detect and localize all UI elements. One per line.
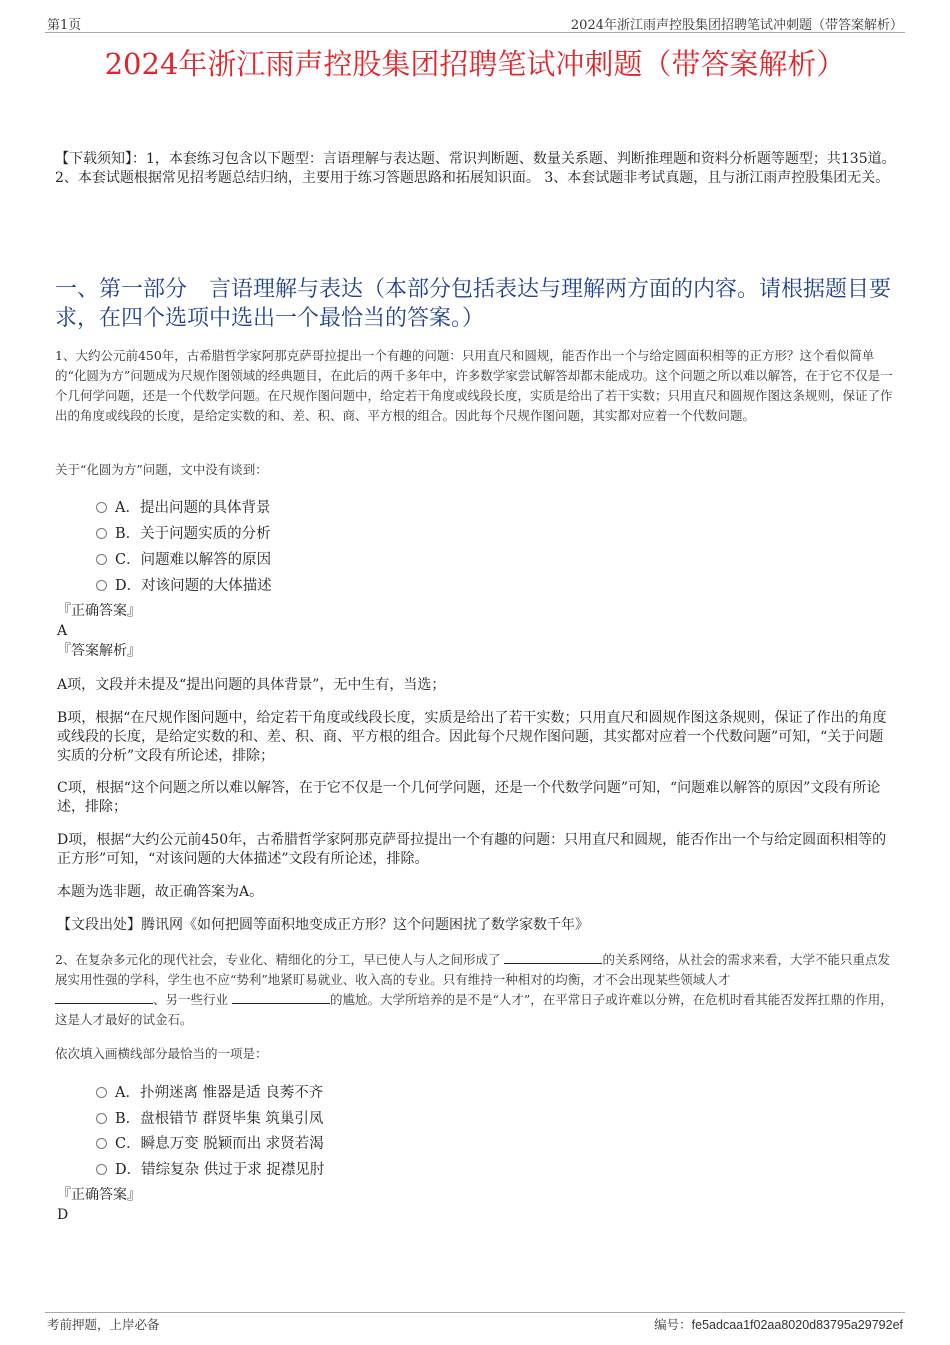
q1-stem: 1、大约公元前450年，古希腊哲学家阿那克萨哥拉提出一个有趣的问题：只用直尺和圆规，能否作出一个与给定圆面积相等的正方形？这个看似简单的“化圆为方”问题成为尺规作图领域的经典题目，在此后的两千多年中，许多数学家尝试解答却都未能成功。这个问题之所以难以解答，在于它不仅是一个几何学问题，还是一个代数学问题。在尺规作图问题中，给定若干角度或线段长度，实质是给出了若干实数；只用直尺和圆规作图这条规则，保证了作出的角度或线段的长度，是给定实数的和、差、积、商、平方根的组合。因此每个尺规作图问题，其实都对应着一个代数问题。 [55, 348, 893, 423]
blank-2 [55, 991, 153, 1004]
q2-question: 依次填入画横线部分最恰当的一项是： [55, 1046, 268, 1061]
radio-icon [96, 1113, 107, 1124]
q1-conclusion: 本题为选非题，故正确答案为A。 [57, 884, 264, 900]
q2-option-a[interactable]: A．扑朔迷离 惟器是适 良莠不齐 [96, 1081, 323, 1102]
radio-icon [96, 528, 107, 539]
radio-icon [96, 502, 107, 513]
footer-divider [45, 1312, 905, 1313]
q2-option-b[interactable]: B．盘根错节 群贤毕集 筑巢引凤 [96, 1107, 323, 1128]
radio-icon [96, 580, 107, 591]
q2-stem: 2、在复杂多元化的现代社会，专业化、精细化的分工，早已使人与人之间形成了 的关系网络，从社会的需求来看，大学不能只重点发展实用性强的学科，学生也不应“势利”地紧盯易就业、收入高的专业。只有维持一种相对的均衡，才不会出现某些领域人才 、另一些行业 的尴尬。大学所培养的是不是“人才”，在平常日子或许难以分辨，在危机时看其能否发挥扛鼎的作用，这是人才最好的试金石。 [55, 952, 893, 1027]
radio-icon [96, 554, 107, 565]
q1-answer-label: 『正确答案』 [57, 603, 141, 619]
page-number: 第1页 [47, 18, 82, 33]
q1-answer: A [57, 623, 68, 639]
page-title: 2024年浙江雨声控股集团招聘笔试冲刺题（带答案解析） [104, 47, 846, 81]
footer-slogan: 考前押题，上岸必备 [47, 1317, 160, 1332]
blank-3 [232, 991, 330, 1004]
radio-icon [96, 1087, 107, 1098]
q1-analysis-label: 『答案解析』 [57, 643, 141, 659]
q1-analysis-c: C项，根据“这个问题之所以难以解答，在于它不仅是一个几何学问题，还是一个代数学问题”可知，“问题难以解答的原因”文段有所论述，排除； [57, 780, 881, 815]
header-divider [45, 32, 905, 33]
radio-icon [96, 1164, 107, 1175]
q1-analysis-a: A项，文段并未提及“提出问题的具体背景”，无中生有，当选； [57, 677, 446, 693]
q2-answer: D [57, 1207, 69, 1223]
q2-option-d[interactable]: D．错综复杂 供过于求 捉襟见肘 [96, 1158, 324, 1179]
q2-option-c[interactable]: C．瞬息万变 脱颖而出 求贤若渴 [96, 1132, 324, 1153]
download-notice: 【下载须知】：1，本套练习包含以下题型：言语理解与表达题、常识判断题、数量关系题、判断推理题和资料分析题等题型；共135道。 2、本套试题根据常见招考题总结归纳，主要用于练习答题思路和拓展知识面。 3、本套试题非考试真题，且与浙江雨声控股集团无关。 [55, 151, 896, 186]
q2-answer-label: 『正确答案』 [57, 1187, 141, 1203]
radio-icon [96, 1138, 107, 1149]
q1-source: 【文段出处】腾讯网《如何把圆等面积地变成正方形？这个问题困扰了数学家数千年》 [57, 917, 589, 933]
q1-analysis-d: D项，根据“大约公元前450年，古希腊哲学家阿那克萨哥拉提出一个有趣的问题：只用直尺和圆规，能否作出一个与给定圆面积相等的正方形”可知，“对该问题的大体描述”文段有所论述，排除。 [57, 832, 887, 867]
q1-option-d[interactable]: D．对该问题的大体描述 [96, 574, 272, 595]
q1-option-a[interactable]: A．提出问题的具体背景 [96, 496, 270, 517]
q1-analysis-b: B项，根据“在尺规作图问题中，给定若干角度或线段长度，实质是给出了若干实数；只用直尺和圆规作图这条规则，保证了作出的角度或线段的长度，是给定实数的和、差、积、商、平方根的组合。因此每个尺规作图问题，其实都对应着一个代数问题”可知，“关于问题实质的分析”文段有所论述，排除； [57, 710, 887, 764]
header-doc-title: 2024年浙江雨声控股集团招聘笔试冲刺题（带答案解析） [570, 18, 903, 33]
q1-question: 关于“化圆为方”问题，文中没有谈到： [55, 462, 268, 477]
blank-1 [504, 951, 602, 964]
footer-doc-id: 编号：fe5adcaa1f02aa8020d83795a29792ef [654, 1318, 903, 1332]
q1-option-b[interactable]: B．关于问题实质的分析 [96, 522, 271, 543]
section-heading: 一、第一部分 言语理解与表达（本部分包括表达与理解两方面的内容。请根据题目要求，在四个选项中选出一个最恰当的答案。） [55, 277, 892, 331]
q1-option-c[interactable]: C．问题难以解答的原因 [96, 548, 271, 569]
